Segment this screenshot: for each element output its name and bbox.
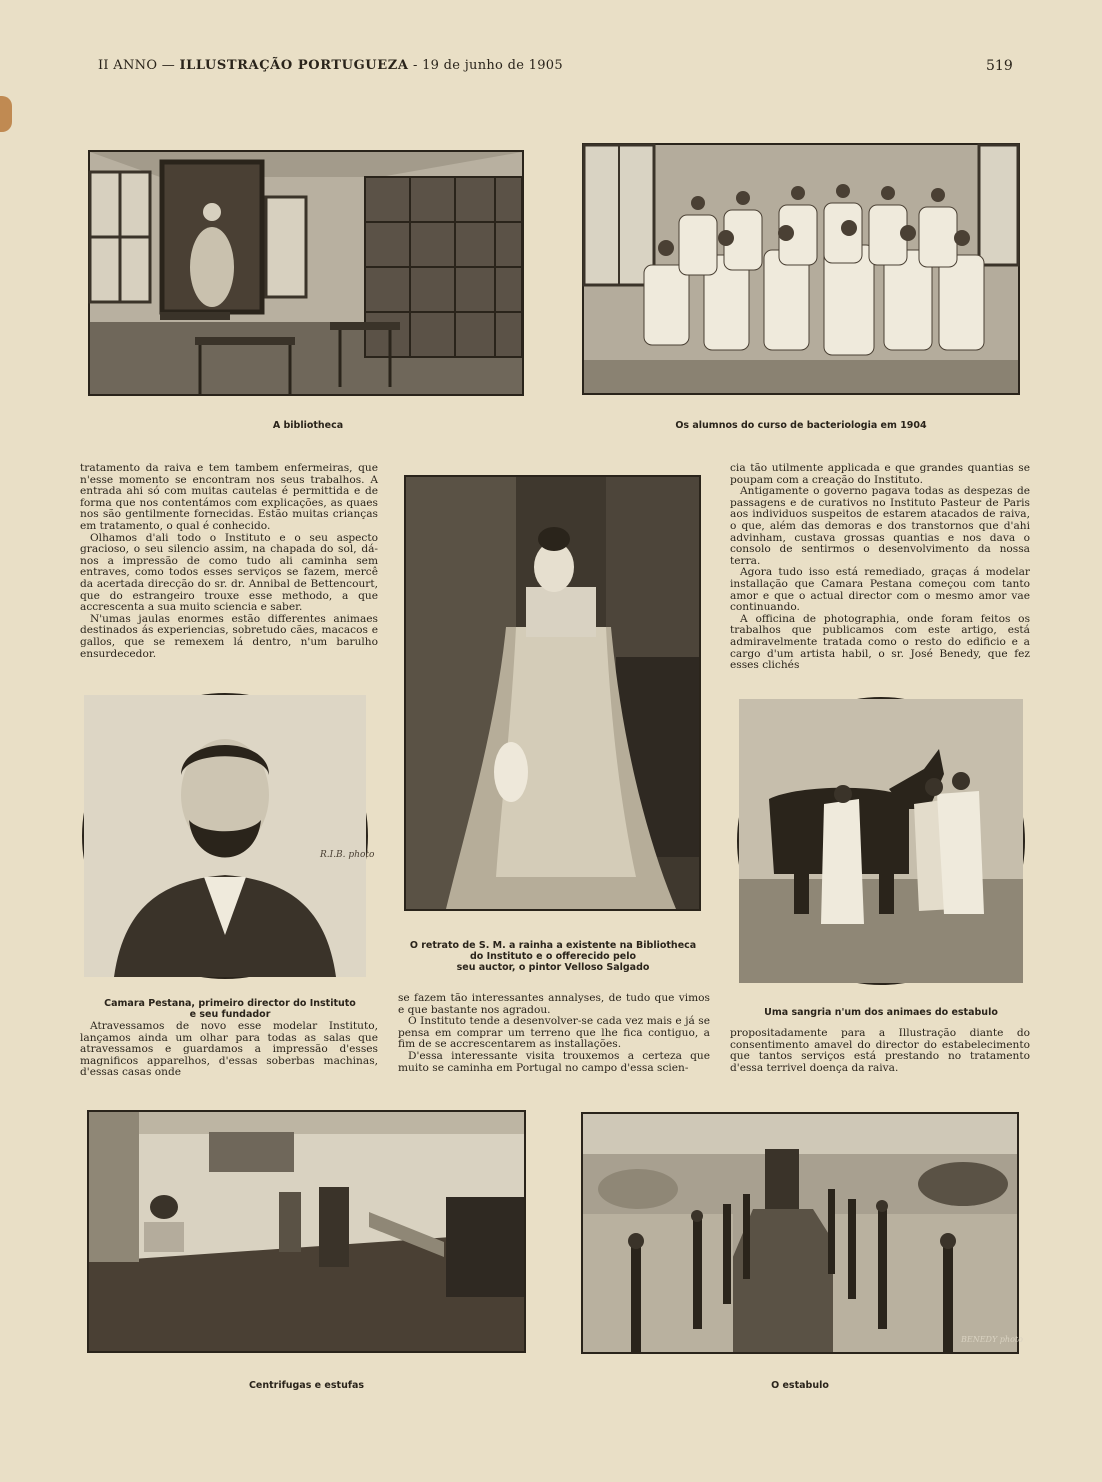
paragraph: Agora tudo isso está remediado, graças á modelar installação que Camara Pestana começou com tanto amor e que o actual director com o mesmo amor vae continuando. bbox=[730, 566, 1030, 614]
stable-photographer-signature: BENEDY photo bbox=[961, 1335, 1023, 1344]
queen-portrait-photo bbox=[404, 475, 701, 911]
text-column-right-bottom bbox=[730, 1028, 1030, 1074]
queen-portrait-caption: O retrato de S. M. a rainha a existente na Bibliotheca do Instituto e o offerecido pelo seu auctor, o pintor Velloso Salgado bbox=[409, 940, 697, 973]
paper-stain bbox=[0, 96, 12, 132]
paragraph: se fazem tão interessantes annalyses, de tudo que vimos e que bastante nos agradou. bbox=[398, 992, 710, 1016]
stable-photo bbox=[581, 1112, 1023, 1354]
students-illustration bbox=[584, 145, 1018, 393]
paragraph: D'essa interessante visita trouxemos a certeza que muito se caminha em Portugal no campo d'essa scien- bbox=[398, 1049, 710, 1074]
text-column-middle-bottom bbox=[398, 993, 710, 1074]
paragraph: O Instituto tende a desenvolver-se cada vez mais e já se pensa em comprar um terreno que lhe fica contiguo, a fim de se accrescentarem as installações. bbox=[398, 1015, 710, 1051]
running-header bbox=[98, 58, 563, 73]
bleeding-illustration bbox=[739, 699, 1023, 983]
founder-portrait-illustration bbox=[84, 695, 375, 977]
text-column-right-top bbox=[730, 463, 1030, 672]
paragraph: A officina de photographia, onde foram feitos os trabalhos que publicamos com este artigo, está admiravelmente tratada como o resto do edificio e a cargo d'um artista habil, o sr. José Benedy, que fez esses clichés bbox=[730, 612, 1030, 672]
paragraph: Olhamos d'ali todo o Instituto e o seu aspecto gracioso, o seu silencio assim, na chapada do sol, dá-nos a impressão de como tudo ali caminha sem entraves, como todos esses serviços se fazem, mercê da acertada direcção do sr. dr. Annibal de Bettencourt, que do estrangeiro trouxe esse methodo, a que accrescenta a sua muito sciencia e saber. bbox=[80, 531, 378, 614]
magazine-title: ILLUSTRAÇÃO PORTUGUEZA bbox=[179, 58, 409, 73]
paragraph: cia tão utilmente applicada e que grandes quantias se poupam com a creação do Instituto. bbox=[730, 462, 1030, 486]
founder-caption: Camara Pestana, primeiro director do Instituto e seu fundador bbox=[104, 998, 356, 1020]
students-caption: Os alumnos do curso de bacteriologia em 1904 bbox=[675, 420, 927, 431]
issue-label: II ANNO — bbox=[98, 58, 176, 73]
paragraph: tratamento da raiva e tem tambem enfermeiras, que n'esse momento se encontram nos seus trabalhos. A entrada ahi só com muitas cautelas é permittida e de forma que nos contentámos com explicações, as quaes nos são gentilmente fornecidas. Estão muitas crianças em tratamento, o qual é conhecido. bbox=[80, 462, 378, 532]
stable-caption: O estabulo bbox=[771, 1380, 829, 1391]
centrifuges-photo bbox=[87, 1110, 526, 1353]
paragraph: N'umas jaulas enormes estão differentes animaes destinados ás experiencias, sobretudo cães, macacos e gallos, que se remexem lá dentro, n'um barulho ensurdecedor. bbox=[80, 612, 378, 660]
issue-date: - 19 de junho de 1905 bbox=[412, 58, 563, 73]
stable-illustration bbox=[583, 1114, 1023, 1352]
bleeding-caption: Uma sangria n'um dos animaes do estabulo bbox=[764, 1007, 998, 1018]
library-caption: A bibliotheca bbox=[272, 420, 344, 431]
paragraph: Antigamente o governo pagava todas as despezas de passagens e de curativos no Instituto Pasteur de Paris aos individuos suspeitos de estarem atacados de raiva, o que, além das demoras e dos transtornos que d'ahi advinham, custava grossas quantias e nos dava o consolo de sentirmos o desenvolvimento da nossa terra. bbox=[730, 485, 1030, 567]
founder-photographer-signature: R.I.B. photo bbox=[320, 850, 375, 860]
paragraph: Atravessamos de novo esse modelar Instituto, lançamos ainda um olhar para todas as salas que atravessamos e guardamos a impressão d'esses magnificos apparelhos, d'essas soberbas machinas, d'essas casas onde bbox=[80, 1020, 378, 1079]
students-photo bbox=[582, 143, 1020, 395]
bleeding-photo bbox=[737, 697, 1025, 985]
paragraph: propositadamente para a Illustração diante do consentimento amavel do director do estabelecimento que tantos serviços está prestando no tratamento d'essa terrivel doença da raiva. bbox=[730, 1027, 1030, 1074]
centrifuges-illustration bbox=[89, 1112, 524, 1351]
library-photo bbox=[88, 150, 524, 396]
founder-portrait-photo bbox=[82, 693, 375, 979]
queen-portrait-illustration bbox=[406, 477, 699, 909]
page-number: 519 bbox=[986, 58, 1013, 74]
text-column-left-top bbox=[80, 463, 378, 660]
library-illustration bbox=[90, 152, 522, 394]
text-column-left-bottom bbox=[80, 1021, 378, 1079]
centrifuges-caption: Centrifugas e estufas bbox=[248, 1380, 365, 1391]
